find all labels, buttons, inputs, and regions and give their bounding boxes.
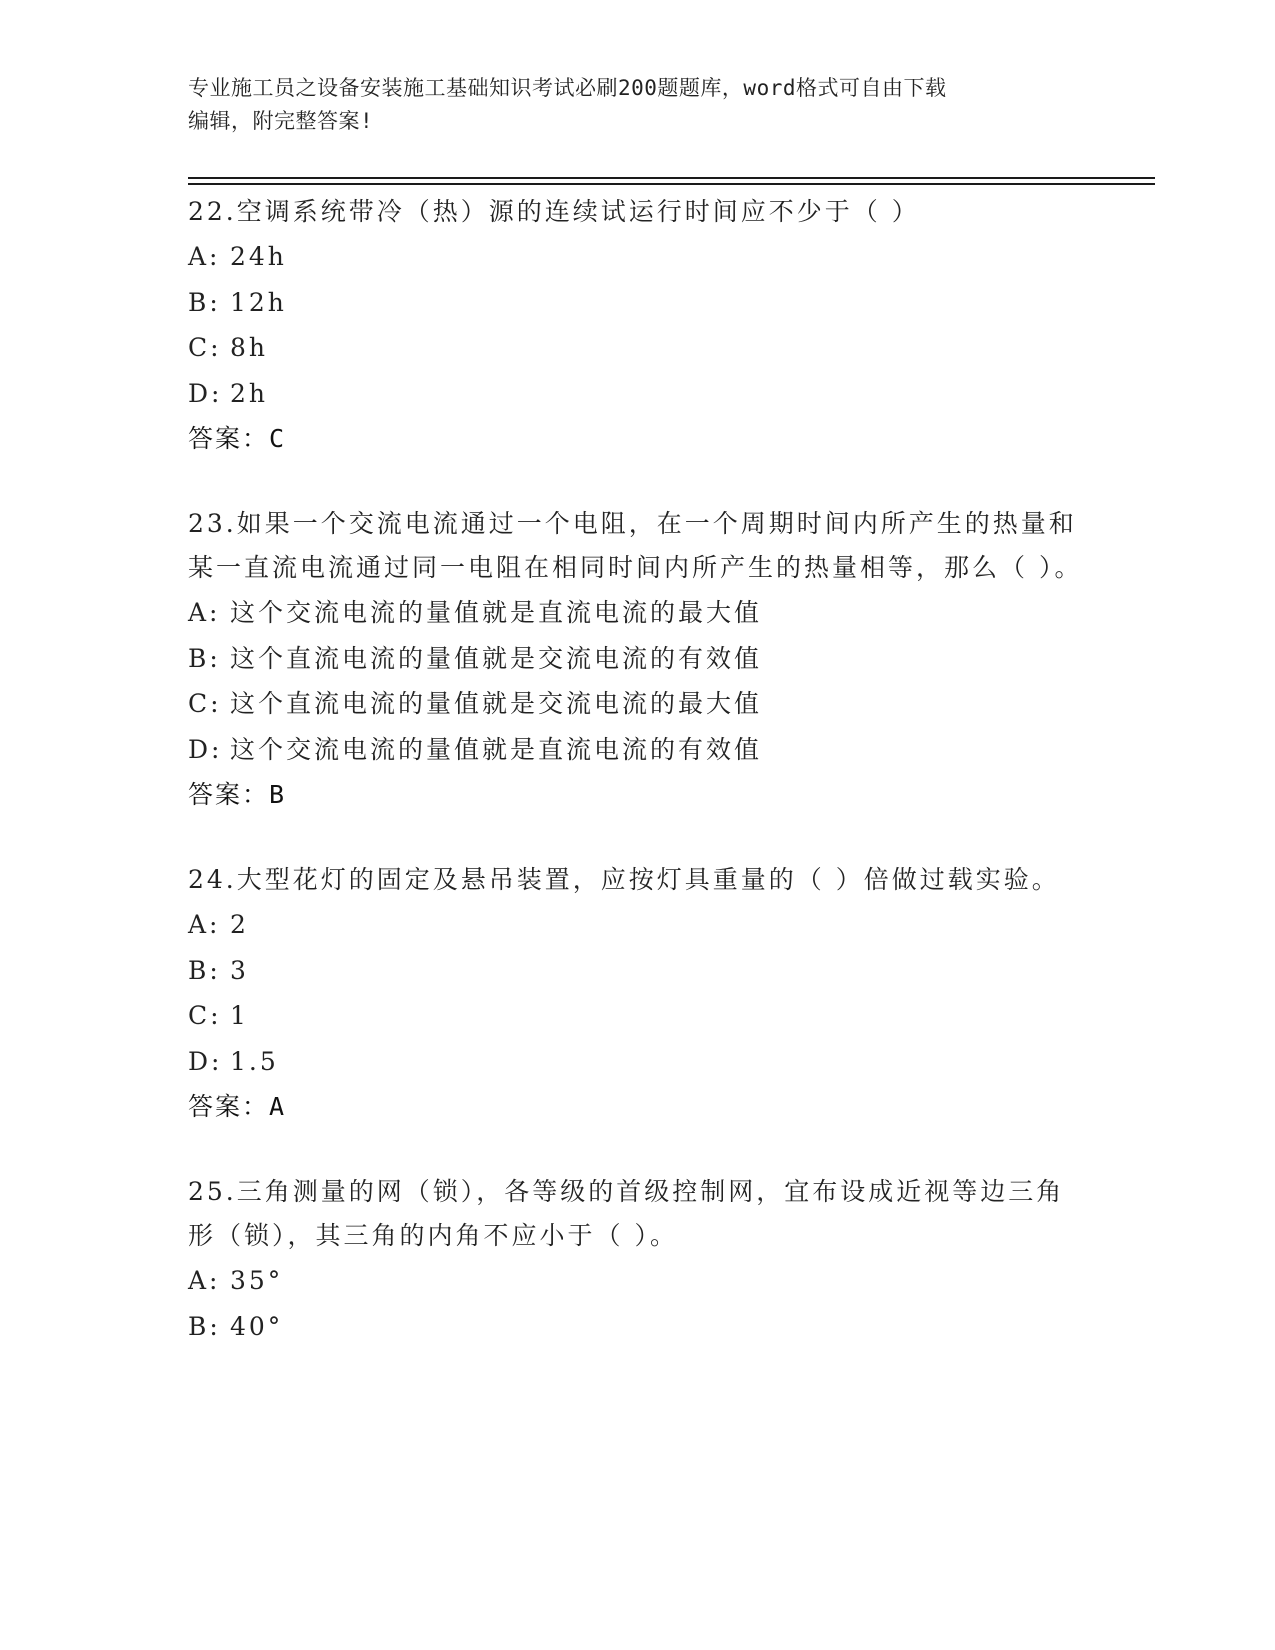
option-text: 40° [230, 1311, 284, 1341]
option-key: C: [188, 1001, 222, 1030]
option-a [188, 902, 1088, 948]
option-text: 35° [230, 1266, 284, 1295]
option-b [188, 636, 1088, 682]
answer-line: 答案：A [188, 1092, 287, 1121]
option-c [188, 993, 1088, 1039]
option-text: 24h [230, 242, 287, 271]
question-text: 23.如果一个交流电流通过一个电阻，在一个周期时间内所产生的热量和某一直流电流通过同一电阻在相同时间内所产生的热量相等，那么（ ）。 [188, 509, 1083, 582]
option-a [188, 590, 1088, 636]
option-c [188, 325, 1088, 371]
header-line-1: 专业施工员之设备安装施工基础知识考试必刷200题题库，word格式可自由下载 [188, 76, 947, 100]
option-key: A: [188, 910, 221, 939]
question-text: 25.三角测量的网（锁），各等级的首级控制网，宜布设成近视等边三角形（锁），其三角的内角不应小于（ ）。 [188, 1177, 1065, 1250]
option-key: A: [188, 598, 221, 627]
option-text: 这个直流电流的量值就是交流电流的最大值 [230, 689, 763, 718]
option-d [188, 727, 1088, 773]
option-text: 8h [230, 333, 269, 362]
option-text: 2 [230, 910, 249, 939]
option-text: 这个交流电流的量值就是直流电流的最大值 [230, 598, 763, 627]
option-key: D: [188, 378, 223, 408]
option-key: B: [188, 1311, 221, 1341]
option-b [188, 1304, 1088, 1350]
document-header [188, 72, 1068, 138]
option-d [188, 1039, 1088, 1085]
option-text: 1.5 [230, 1046, 279, 1076]
answer-line: 答案：B [188, 780, 287, 809]
option-text: 3 [230, 955, 249, 985]
option-text: 这个交流电流的量值就是直流电流的有效值 [230, 734, 763, 764]
question-22 [188, 190, 1088, 462]
option-text: 2h [230, 378, 269, 408]
option-key: C: [188, 689, 222, 718]
option-key: C: [188, 333, 222, 362]
question-text: 24.大型花灯的固定及悬吊装置，应按灯具重量的（ ）倍做过载实验。 [188, 865, 1060, 894]
option-key: B: [188, 955, 221, 985]
option-key: A: [188, 242, 221, 271]
question-text: 22.空调系统带冷（热）源的连续试运行时间应不少于（ ） [188, 197, 920, 226]
question-25 [188, 1170, 1088, 1349]
header-divider-top [188, 177, 1155, 179]
option-b [188, 948, 1088, 994]
option-key: B: [188, 287, 221, 317]
option-key: D: [188, 1046, 223, 1076]
header-line-2: 编辑，附完整答案! [188, 109, 374, 133]
option-text: 这个直流电流的量值就是交流电流的有效值 [230, 643, 763, 673]
option-key: D: [188, 734, 223, 764]
option-a [188, 1258, 1088, 1304]
option-text: 1 [230, 1001, 249, 1030]
question-23 [188, 502, 1088, 818]
question-24 [188, 858, 1088, 1130]
question-list [188, 190, 1088, 1389]
option-c [188, 681, 1088, 727]
answer-line: 答案：C [188, 424, 287, 453]
option-d [188, 371, 1088, 417]
option-text: 12h [230, 287, 287, 317]
option-a [188, 234, 1088, 280]
option-key: A: [188, 1266, 221, 1295]
option-b [188, 280, 1088, 326]
header-divider-bottom [188, 183, 1155, 185]
option-key: B: [188, 643, 221, 673]
